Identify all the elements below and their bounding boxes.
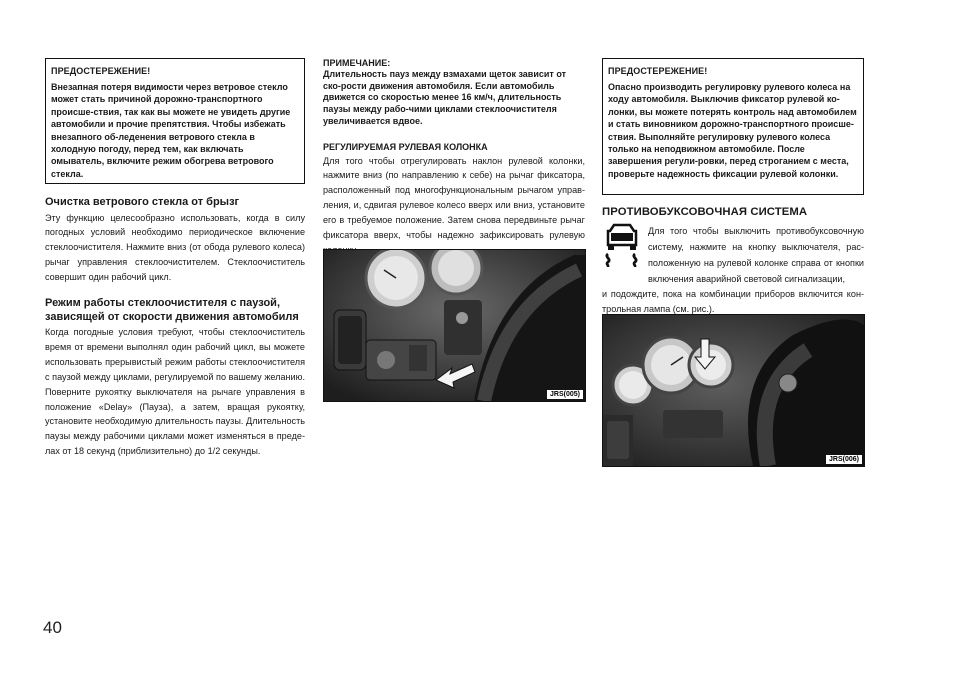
section-heading: Режим работы стеклоочистителя с паузой, зависящей от скорости движения автомобиля: [45, 297, 299, 323]
photo-label: JRS(006): [826, 455, 862, 464]
warning-box: [602, 58, 864, 195]
section-body: Для того чтобы отрегулировать наклон рулевой колонки, нажмите вниз (по направлению к себе) на рычаг фиксатора, расположенный под многофункциональным рычагом управ-ления, и, сдвигая рулевое колесо вверх или вниз, установите его в требуемое положение. Затем снова передвиньте рычаг фиксатора вверх, чтобы надежно зафиксировать рулевую: [323, 155, 585, 241]
photo-label: JRS(005): [547, 390, 583, 399]
warning-box: [45, 58, 305, 184]
section-body: и подождите, пока на комбинации приборов включится кон-трольная лампа (см. рис.).: [602, 289, 864, 314]
note-text: Длительность пауз между взмахами щеток зависит от ско-рости движения автомобиля. Если автомобиль движется со скоростью менее 16 км/ч, длительность паузы между рабо-чими циклами стеклоочистителя увеличивается вдвое.: [323, 69, 566, 126]
warning-text: Внезапная потеря видимости через ветровое стекло может стать причиной дорожно-транспортного происше-ствия, так как вы можете не увидеть другие автомобили и прочие препятствия. Чтобы избежать внезапного об-леденения ветрового стекла в холодную погоду, перед тем, как включать омыватель, включите режим обогрева ветрового стекла.: [51, 82, 291, 179]
column-right: [602, 58, 864, 317]
column-left: [45, 58, 305, 459]
warning-text: Опасно производить регулировку рулевого колеса на ходу автомобиля. Выключив фиксатор рулевой ко-лонки, вы можете потерять контроль над автомобилем и стать виновником дорожно-транспортного происше-ствия. Выполняйте регулировку рулевого колеса только на неподвижном автомобиле. После завершения регули-ровки, перед строганием с места, проверьте надежность фиксации рулевой колонки.: [608, 82, 857, 179]
dashboard-illustration: [603, 315, 864, 466]
traction-control-block: [602, 223, 864, 317]
warning-title: ПРЕДОСТЕРЕЖЕНИЕ!: [51, 66, 151, 76]
column-middle: [323, 58, 585, 258]
dashboard-illustration: [324, 250, 585, 401]
section-heading: ПРОТИВОБУКСОВОЧНАЯ СИСТЕМА: [602, 206, 808, 218]
note-title: ПРИМЕЧАНИЕ:: [323, 58, 391, 68]
traction-control-icon: [602, 223, 642, 267]
steering-column-photo: [323, 249, 586, 402]
section-body: Когда погодные условия требуют, чтобы стеклоочиститель время от времени выполнял один рабочий цикл, вы можете использовать прерывистый режим работы стеклоочистителя с паузой между циклами, регулируемой по вашему желанию. Поверните рукоятку выключателя на рычаге управления в положение «Delay» (Пауза), а затем, вращая рукоятку, установите необходимую длительность паузы. Длительность паузы между рабочими циклами может изменяться в преде-лах от 18 секунд (приблизительно) до 1/2 секунды.: [45, 327, 305, 457]
section-heading: Очистка ветрового стекла от брызг: [45, 196, 240, 208]
section-body: Эту функцию целесообразно использовать, когда в силу погодных условий необходимо периодическое включение стеклоочистителя. Нажмите вниз (от обода рулевого колеса) рычаг управления стеклоочистителем. Стеклоочиститель совершит один рабочий цикл.: [45, 212, 305, 283]
instrument-cluster-photo: [602, 314, 865, 467]
section-body: Для того чтобы выключить противобуксовочную систему, нажмите на кнопку выключателя, рас-положенную на рулевой колонке справа от кнопки включения аварийной световой сигнализации,: [648, 225, 864, 285]
warning-title: ПРЕДОСТЕРЕЖЕНИЕ!: [608, 66, 708, 76]
section-heading: РЕГУЛИРУЕМАЯ РУЛЕВАЯ КОЛОНКА: [323, 141, 488, 152]
page-number: 40: [43, 618, 62, 637]
